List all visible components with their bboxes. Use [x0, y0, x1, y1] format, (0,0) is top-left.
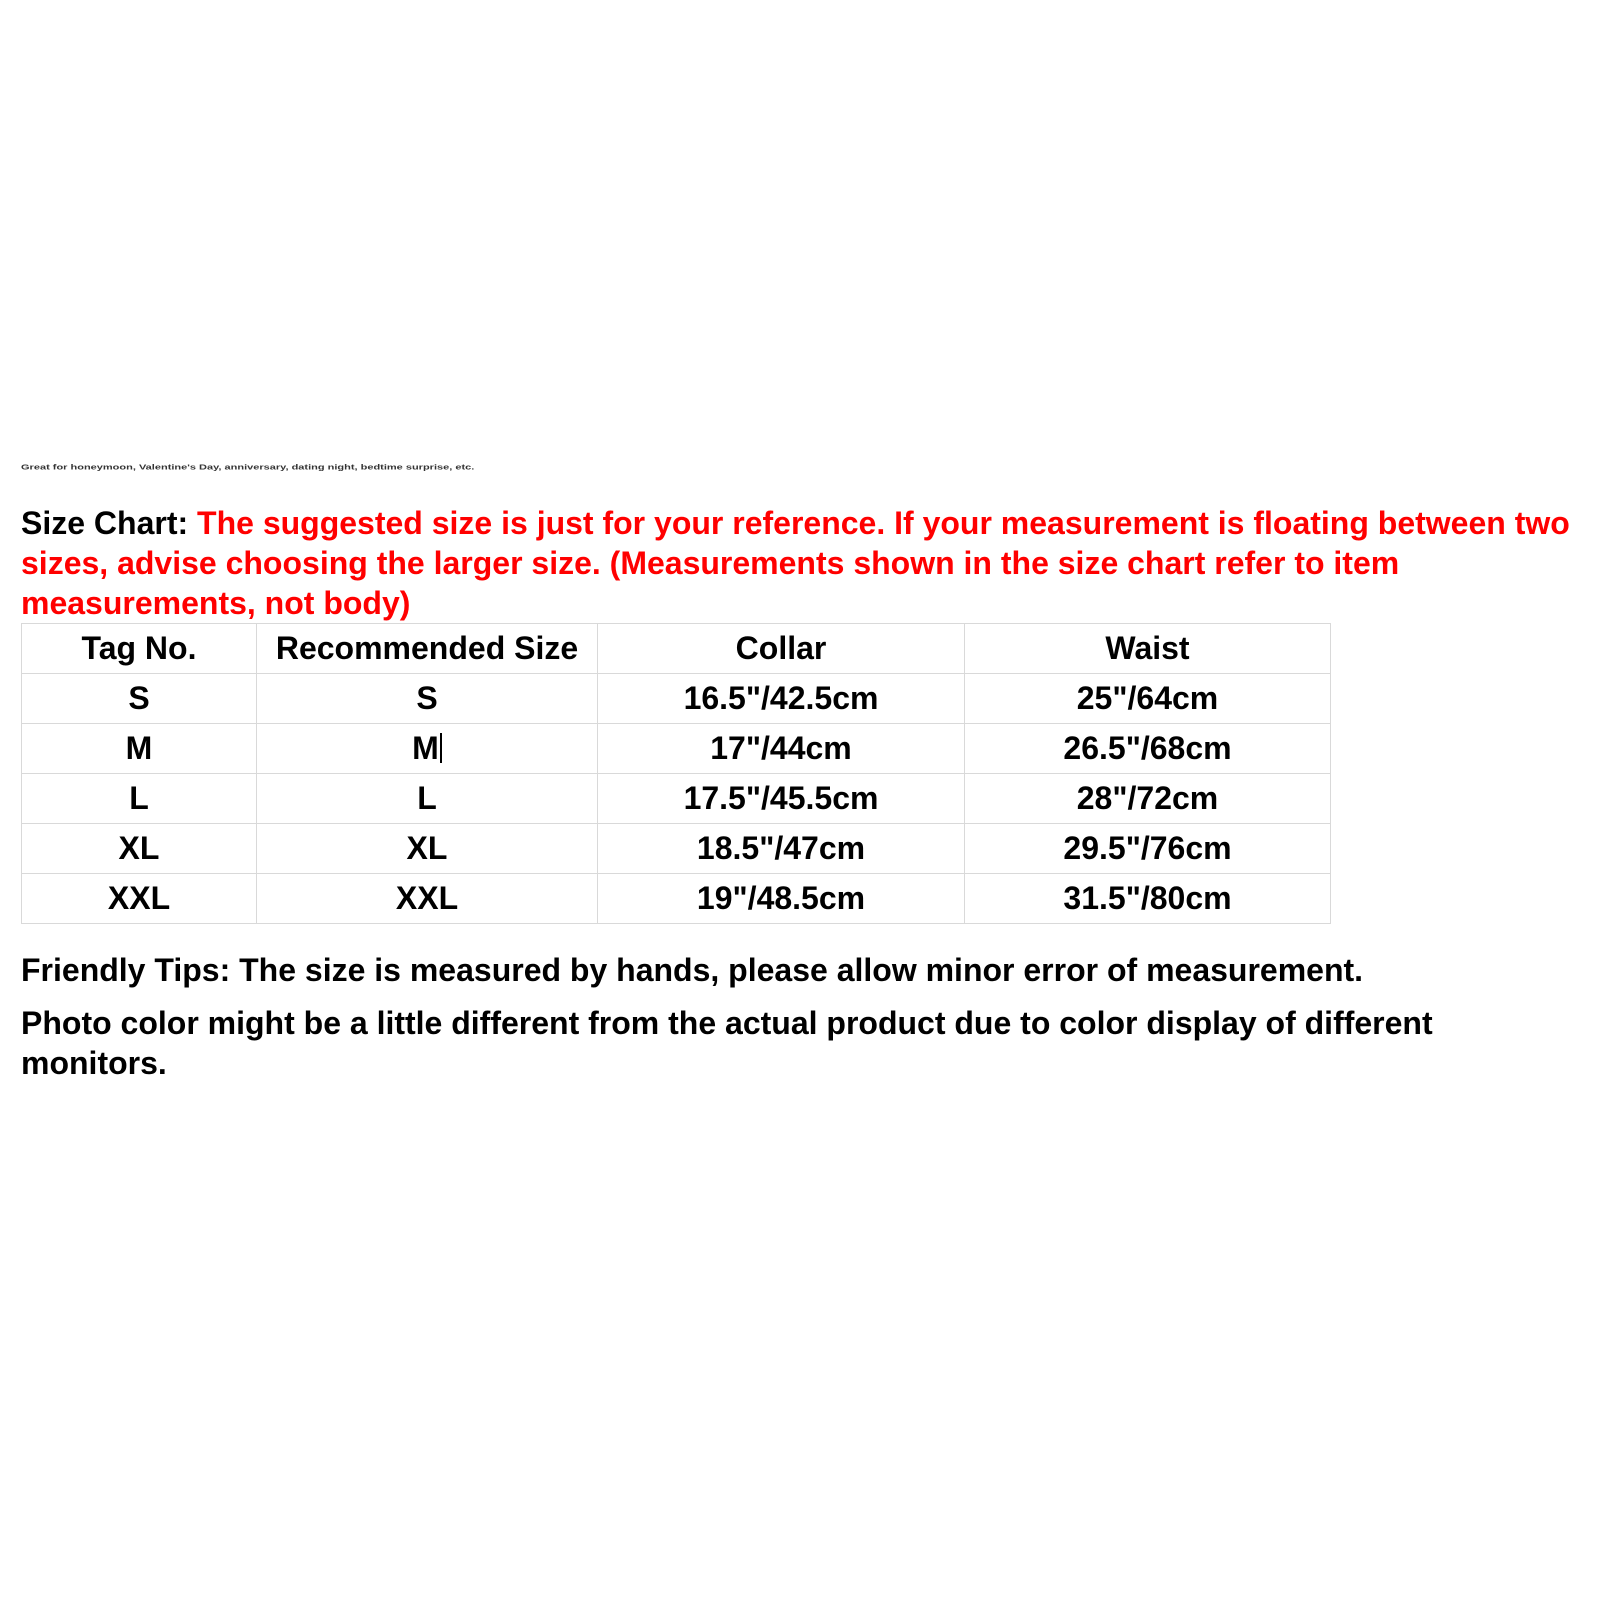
size-chart-label: Size Chart: [21, 505, 198, 541]
friendly-tips: Friendly Tips: The size is measured by hands, please allow minor error of measurement. [21, 952, 1364, 988]
header-tag-no: Tag No. [22, 624, 257, 674]
cell-recommended: XXL [257, 874, 598, 924]
cell-waist: 28"/72cm [965, 774, 1331, 824]
size-table [21, 623, 1331, 924]
cell-tag: XL [22, 824, 257, 874]
header-collar: Collar [598, 624, 965, 674]
table-row [22, 824, 1331, 874]
cell-waist: 29.5"/76cm [965, 824, 1331, 874]
cell-recommended: XL [257, 824, 598, 874]
cell-tag: S [22, 674, 257, 724]
photo-color-note: Photo color might be a little different from the actual product due to color display of different monitors. [21, 1005, 1433, 1081]
cutoff-text: Great for honeymoon, Valentine's Day, anniversary, dating night, bedtime surprise, etc. [21, 463, 475, 472]
cell-collar: 18.5"/47cm [598, 824, 965, 874]
table-row [22, 774, 1331, 824]
cell-tag: L [22, 774, 257, 824]
cutoff-text-line [21, 463, 541, 484]
cell-waist: 31.5"/80cm [965, 874, 1331, 924]
table-row [22, 874, 1331, 924]
cell-collar: 16.5"/42.5cm [598, 674, 965, 724]
cell-recommended [257, 724, 598, 774]
table-row [22, 724, 1331, 774]
header-waist: Waist [965, 624, 1331, 674]
header-recommended-size: Recommended Size [257, 624, 598, 674]
cell-collar: 17.5"/45.5cm [598, 774, 965, 824]
cell-waist: 26.5"/68cm [965, 724, 1331, 774]
table-header-row [22, 624, 1331, 674]
cell-recommended-text: M [412, 730, 439, 766]
cell-tag: XXL [22, 874, 257, 924]
size-chart-note: The suggested size is just for your reference. If your measurement is floating between two sizes, advise choosing the larger size. (Measurements shown in the size chart refer to item measurements, not body) [21, 505, 1570, 621]
cell-waist: 25"/64cm [965, 674, 1331, 724]
size-chart-intro [21, 503, 1581, 623]
cell-recommended: S [257, 674, 598, 724]
cell-collar: 17"/44cm [598, 724, 965, 774]
cell-tag: M [22, 724, 257, 774]
cell-recommended: L [257, 774, 598, 824]
text-cursor [440, 733, 442, 763]
cell-collar: 19"/48.5cm [598, 874, 965, 924]
table-row [22, 674, 1331, 724]
